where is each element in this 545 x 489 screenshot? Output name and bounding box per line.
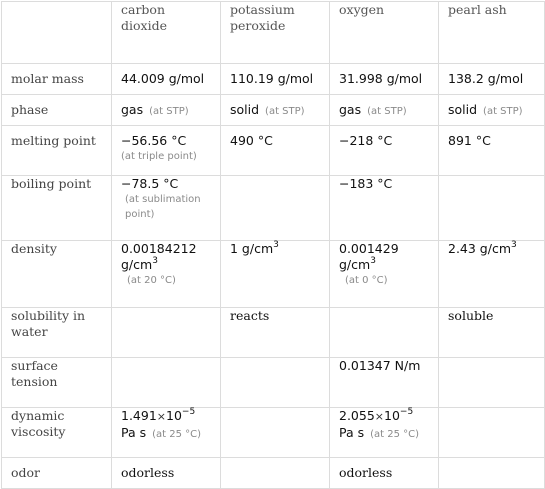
viscosity-base: 10 [166, 408, 182, 423]
viscosity-mantissa: 2.055 [339, 408, 375, 423]
cell-odor-potassium-peroxide [221, 458, 330, 489]
phase-value: gas [339, 102, 362, 117]
cell-dynamic-viscosity-potassium-peroxide [221, 408, 330, 458]
cell-solubility-potassium-peroxide: reacts [221, 308, 330, 358]
boiling-point-note: (at sublimation point) [125, 194, 201, 220]
cell-melting-point-oxygen: −218 °C [330, 126, 439, 176]
cell-surface-tension-pearl-ash [439, 358, 545, 408]
row-label-melting-point: melting point [2, 126, 112, 176]
row-solubility-in-water [2, 308, 545, 358]
viscosity-exponent: −5 [181, 406, 196, 417]
viscosity-unit: Pa s [121, 425, 147, 440]
cell-solubility-oxygen [330, 308, 439, 358]
cell-dynamic-viscosity-carbon-dioxide [112, 408, 221, 458]
row-surface-tension [2, 358, 545, 408]
cell-melting-point-carbon-dioxide [112, 126, 221, 176]
cell-molar-mass-carbon-dioxide: 44.009 g/mol [112, 64, 221, 95]
cell-molar-mass-pearl-ash: 138.2 g/mol [439, 64, 545, 95]
cell-surface-tension-potassium-peroxide [221, 358, 330, 408]
row-molar-mass [2, 64, 545, 95]
density-exponent: 3 [370, 255, 376, 266]
cell-boiling-point-pearl-ash [439, 176, 545, 241]
properties-table [1, 1, 545, 489]
viscosity-base: 10 [384, 408, 400, 423]
boiling-point-value: −78.5 °C [121, 176, 179, 191]
row-label-boiling-point: boiling point [2, 176, 112, 241]
cell-odor-pearl-ash [439, 458, 545, 489]
cell-phase-potassium-peroxide [221, 95, 330, 126]
row-label-density: density [2, 241, 112, 308]
density-exponent: 3 [152, 255, 158, 266]
cell-dynamic-viscosity-pearl-ash [439, 408, 545, 458]
phase-condition-note: (at STP) [265, 106, 305, 117]
cell-phase-pearl-ash [439, 95, 545, 126]
phase-value: gas [121, 102, 144, 117]
column-header-carbon-dioxide: carbon dioxide [112, 2, 221, 64]
column-header-potassium-peroxide: potassium peroxide [221, 2, 330, 64]
cell-solubility-carbon-dioxide [112, 308, 221, 358]
cell-dynamic-viscosity-oxygen [330, 408, 439, 458]
phase-value: solid [230, 102, 260, 117]
row-dynamic-viscosity [2, 408, 545, 458]
cell-solubility-pearl-ash: soluble [439, 308, 545, 358]
header-row [2, 2, 545, 64]
cell-boiling-point-potassium-peroxide [221, 176, 330, 241]
melting-point-note: (at triple point) [121, 151, 197, 162]
density-unit: g/cm [121, 257, 153, 272]
row-label-solubility-in-water: solubility in water [2, 308, 112, 358]
row-density [2, 241, 545, 308]
column-header-oxygen: oxygen [330, 2, 439, 64]
times-sign: × [156, 410, 167, 423]
viscosity-unit: Pa s [339, 425, 365, 440]
density-unit: g/cm [339, 257, 371, 272]
cell-phase-oxygen [330, 95, 439, 126]
cell-odor-oxygen: odorless [330, 458, 439, 489]
phase-value: solid [448, 102, 478, 117]
density-value: 2.43 g/cm [448, 241, 512, 256]
column-header-pearl-ash: pearl ash [439, 2, 545, 64]
row-label-surface-tension: surface tension [2, 358, 112, 408]
cell-melting-point-potassium-peroxide: 490 °C [221, 126, 330, 176]
cell-boiling-point-oxygen: −183 °C [330, 176, 439, 241]
cell-surface-tension-oxygen: 0.01347 N/m [330, 358, 439, 408]
cell-phase-carbon-dioxide [112, 95, 221, 126]
cell-melting-point-pearl-ash: 891 °C [439, 126, 545, 176]
density-note: (at 20 °C) [127, 275, 176, 286]
density-value: 1 g/cm [230, 241, 274, 256]
cell-molar-mass-oxygen: 31.998 g/mol [330, 64, 439, 95]
cell-density-carbon-dioxide [112, 241, 221, 308]
row-phase [2, 95, 545, 126]
density-note: (at 0 °C) [345, 275, 388, 286]
density-exponent: 3 [273, 239, 279, 250]
cell-density-pearl-ash [439, 241, 545, 308]
density-number: 0.001429 [339, 241, 399, 256]
row-boiling-point [2, 176, 545, 241]
row-label-phase: phase [2, 95, 112, 126]
viscosity-exponent: −5 [399, 406, 414, 417]
cell-density-potassium-peroxide [221, 241, 330, 308]
density-exponent: 3 [511, 239, 517, 250]
density-number: 0.00184212 [121, 241, 197, 256]
phase-condition-note: (at STP) [483, 106, 523, 117]
row-label-dynamic-viscosity: dynamic viscosity [2, 408, 112, 458]
melting-point-value: −56.56 °C [121, 133, 187, 148]
times-sign: × [374, 410, 385, 423]
row-melting-point [2, 126, 545, 176]
row-odor [2, 458, 545, 489]
row-label-molar-mass: molar mass [2, 64, 112, 95]
cell-surface-tension-carbon-dioxide [112, 358, 221, 408]
cell-boiling-point-carbon-dioxide [112, 176, 221, 241]
row-label-odor: odor [2, 458, 112, 489]
cell-density-oxygen [330, 241, 439, 308]
phase-condition-note: (at STP) [367, 106, 407, 117]
cell-odor-carbon-dioxide: odorless [112, 458, 221, 489]
cell-molar-mass-potassium-peroxide: 110.19 g/mol [221, 64, 330, 95]
viscosity-mantissa: 1.491 [121, 408, 157, 423]
corner-cell [2, 2, 112, 64]
viscosity-note: (at 25 °C) [370, 429, 420, 440]
phase-condition-note: (at STP) [149, 106, 189, 117]
viscosity-note: (at 25 °C) [152, 429, 202, 440]
